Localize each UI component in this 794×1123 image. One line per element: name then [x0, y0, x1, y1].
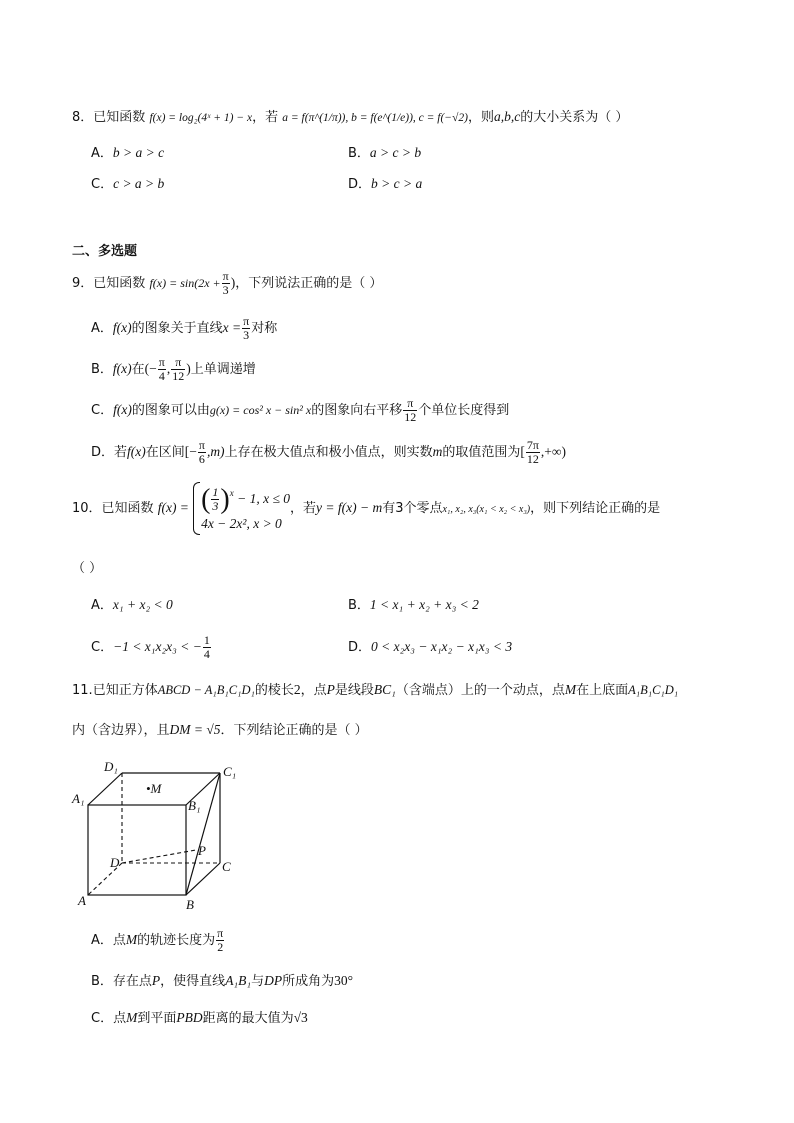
q9-option-b-label: B．: [91, 362, 113, 377]
q10-third-den: 3: [212, 499, 219, 514]
q11-option-a-frac: [216, 927, 224, 954]
q11-option-c[interactable]: [91, 1009, 308, 1028]
q10-exp: x: [229, 488, 234, 498]
q11-option-c-label: C．点: [91, 1011, 127, 1026]
q9-option-d-m: ,m): [206, 444, 225, 459]
q8-option-b[interactable]: [348, 144, 421, 163]
q11-text-b: 的棱长: [254, 683, 294, 698]
q11-text-e: （含端点）上的一个动点，点: [395, 683, 565, 698]
q8-option-c-label: C．: [91, 177, 114, 192]
label-d: D: [110, 855, 120, 870]
q11-text-f: 在上底面: [576, 683, 629, 698]
q9-option-d-text1: 在区间: [145, 445, 185, 460]
label-b: B: [186, 897, 194, 912]
q11-text-a: 已知正方体: [92, 683, 158, 698]
q8-option-d-label: D．: [348, 177, 372, 192]
q10-option-b-label: B．: [348, 598, 370, 613]
q11-option-c-text1: 到平面: [137, 1011, 177, 1026]
q11-option-c-pbd: PBD: [176, 1010, 203, 1025]
q10-option-b-text: 1 < x₁ + x₂ + x₃ < 2: [369, 597, 479, 612]
q10-c-num: 1: [203, 633, 210, 647]
q9-option-b-text2: 上单调递增: [190, 362, 256, 377]
q11-bc1: BC₁: [373, 682, 396, 697]
q10-piecewise: [193, 482, 290, 535]
q9-option-c-frac: [403, 397, 417, 424]
q9-option-d-open: [−: [184, 444, 197, 459]
q11-cube: ABCD − A₁B₁C₁D₁: [157, 683, 255, 697]
label-d1: D₁: [104, 759, 118, 774]
section-title: 二、多选题: [72, 244, 138, 259]
q9-text-a: 已知函数: [93, 276, 146, 291]
q11-option-b-text3: 所成角为: [282, 974, 335, 989]
q8-option-b-text: a > c > b: [369, 145, 422, 160]
q8-vars: a,b,c: [493, 109, 521, 124]
q11-option-b-text1: ，使得直线: [160, 974, 226, 989]
q9-option-c-text3: 个单位长度得到: [418, 403, 510, 418]
q11-text-g: 内（含边界），且: [72, 723, 170, 738]
q9-option-c-fx: f(x): [113, 402, 132, 417]
q9-option-d-frac1: [198, 439, 206, 466]
q9-option-c-text1: 的图象可以由: [131, 403, 210, 418]
q10-third-num: 1: [212, 485, 219, 500]
q9-c-den: 12: [404, 410, 417, 424]
q10-piece-2: 4x − 2x², x > 0: [201, 516, 282, 532]
q11-dm: DM = √5: [169, 722, 221, 737]
q10-option-b[interactable]: [348, 596, 479, 615]
q11-top-face: A₁B₁C₁D₁: [628, 683, 679, 697]
q10-text-b: ，若: [289, 501, 316, 517]
q9-d-den1: 6: [198, 452, 205, 466]
q9-option-c-g: g(x) = cos² x − sin² x: [209, 403, 312, 417]
q11-option-a[interactable]: [91, 926, 225, 955]
q11-len: 2: [293, 682, 301, 697]
q10-piece-1-rest: − 1, x ≤ 0: [237, 491, 290, 506]
q8-text-c: ，则: [467, 110, 494, 125]
q11-option-a-text: 的轨迹长度为: [137, 933, 216, 948]
label-c1: C₁: [223, 764, 237, 779]
q10-option-a-label: A．: [91, 598, 113, 613]
q9-d-num1: π: [198, 438, 205, 452]
q9-frac-den: 3: [222, 283, 229, 297]
q9-option-b-open: (−: [144, 361, 157, 376]
q9-option-a-x: x =: [222, 320, 242, 335]
q9-d-den2: 12: [526, 452, 539, 466]
q8-text-d: 的大小关系为（ ）: [520, 110, 629, 125]
q9-pi-over-3: [222, 270, 230, 297]
edge-bc: [186, 863, 220, 895]
q9-d-num2: 7π: [526, 438, 539, 452]
q9-option-d-frac2: [526, 439, 540, 466]
q8-function: f(x) = log₂(4ˣ + 1) − x: [149, 112, 253, 124]
q9-b-num1: π: [158, 355, 165, 369]
label-c: C: [222, 859, 231, 874]
q9-option-b-frac1: [158, 356, 166, 383]
q9-a-den: 3: [243, 328, 250, 342]
q10-text-d: ，则下列结论正确的是: [530, 501, 661, 517]
q11-p: P: [326, 682, 335, 697]
q9-function: f(x) = sin(2x +: [149, 276, 221, 290]
q11-stem-line2: [72, 721, 368, 740]
q11-text-c: ，点: [300, 683, 327, 698]
q9-option-d-text3: 的取值范围为: [442, 445, 521, 460]
segment-bc1: [186, 773, 220, 895]
q9-option-d-label: D．若: [91, 445, 128, 460]
label-m: •M: [146, 781, 162, 796]
q9-c-num: π: [403, 397, 417, 411]
q9-option-d-rb: ,+∞): [540, 444, 567, 459]
q11-option-c-text2: 距离的最大值为: [202, 1011, 294, 1026]
q11-option-a-label: A．点: [91, 933, 126, 948]
q8-text-b: ，若: [252, 110, 279, 125]
q11-text-h: ．下列结论正确的是（ ）: [220, 723, 368, 738]
q11-text-d: 是线段: [334, 683, 374, 698]
q9-option-d-text2: 上存在极大值点和极小值点，则实数: [224, 445, 433, 460]
q10-option-d[interactable]: [348, 638, 512, 657]
q10-option-c-text: −1 < x₁x₂x₃ < −: [113, 639, 202, 654]
q8-option-a[interactable]: [91, 144, 164, 163]
q9-frac-num: π: [222, 269, 229, 283]
q10-text-a: 已知函数: [101, 501, 154, 517]
q11-stem-line1: [72, 681, 678, 700]
q9-stem: [72, 270, 382, 297]
label-p: P: [198, 843, 206, 858]
q8-option-c-text: c > a > b: [113, 176, 165, 191]
q9-b-num2: π: [171, 356, 185, 370]
q11-option-a-m: M: [125, 932, 138, 947]
q10-stem: [72, 482, 660, 535]
q9-option-c[interactable]: [91, 396, 509, 425]
q10-option-d-label: D．: [348, 640, 372, 655]
label-a: A: [78, 893, 86, 908]
q9-option-d-mvar: m: [432, 444, 443, 459]
label-a1: A₁: [72, 791, 85, 806]
q9-option-b-fx: f(x): [112, 361, 132, 376]
q8-option-d[interactable]: [348, 175, 422, 194]
q10-option-d-text: 0 < x₂x₃ − x₁x₂ − x₁x₃ < 3: [371, 639, 513, 654]
q9-function-close: ): [230, 275, 236, 290]
q9-option-a-fx: f(x): [112, 320, 132, 335]
q11-option-b[interactable]: [91, 972, 353, 991]
q10-text-c: 有3个零点: [382, 501, 443, 517]
q9-b-den1: 4: [158, 369, 165, 383]
q11-option-b-dp: DP: [264, 973, 283, 988]
label-b1: B₁: [188, 798, 201, 813]
q10-c-den: 4: [203, 647, 210, 661]
face-front: [88, 805, 186, 895]
q9-option-c-text2: 的图象向右平移: [311, 403, 403, 418]
q10-zeros: x₁, x₂, x₃(x₁ < x₂ < x₃): [442, 504, 531, 516]
q8-stem: [72, 108, 628, 127]
q11-option-b-text2: 与: [251, 974, 265, 989]
q9-option-d-fx: f(x): [127, 444, 146, 459]
q10-option-c-frac: [203, 634, 211, 661]
q8-option-d-text: b > c > a: [371, 176, 423, 191]
q11-option-c-value: √3: [293, 1010, 308, 1025]
q9-option-a-label: A．: [91, 321, 113, 336]
q11-option-b-p: P: [151, 973, 161, 988]
q10-answer-paren: （ ）: [72, 561, 103, 576]
q9-option-a-frac: [242, 315, 250, 342]
q9-option-d-lb: [: [520, 444, 525, 459]
q9-text-b: ，下列说法正确的是（ ）: [235, 276, 383, 291]
q9-option-c-label: C．: [91, 403, 114, 418]
q10-option-c[interactable]: [91, 632, 212, 663]
q9-option-d[interactable]: [91, 438, 566, 467]
q11-option-b-label: B．存在点: [91, 974, 152, 989]
q9-option-b-frac2: [171, 356, 185, 383]
q9-option-b-text1: 在: [131, 362, 145, 377]
q10-one-third: [211, 486, 219, 513]
q9-a-num: π: [243, 314, 250, 328]
q9-option-b[interactable]: [91, 355, 256, 384]
q9-option-a-text1: 的图象关于直线: [131, 321, 223, 336]
segment-dp: [122, 850, 196, 863]
q11-m: M: [564, 682, 577, 697]
q9-b-den2: 12: [172, 369, 185, 383]
q10-y-expr: y = f(x) − m: [316, 500, 383, 516]
q8-option-c[interactable]: [91, 175, 164, 194]
q9-number: 9．: [72, 276, 94, 291]
q8-number: 8．: [72, 110, 94, 125]
q9-option-b-comma: ,: [166, 361, 171, 376]
cube-figure: [70, 758, 250, 913]
q8-text-a: 已知函数: [93, 110, 146, 125]
q9-option-a[interactable]: [91, 314, 277, 343]
q10-fx: f(x) =: [157, 500, 189, 516]
q8-abc-definitions: a = f(π^(1/π)), b = f(e^(1/e)), c = f(−√2): [282, 112, 468, 124]
q11-option-c-m: M: [126, 1010, 138, 1025]
q10-option-a-text: x₁ + x₂ < 0: [112, 597, 173, 612]
q8-option-b-label: B．: [348, 146, 370, 161]
q11-a-num: π: [217, 926, 224, 940]
q10-piece-1: ( $\frac{1}{3}$ )$^x$ − 1, x ≤ 0: [201, 483, 290, 515]
edge-a1d1: [88, 773, 122, 805]
q11-option-b-deg: 30°: [334, 973, 354, 988]
q10-brace: [193, 482, 200, 535]
q8-option-a-text: b > a > c: [112, 145, 165, 160]
q10-option-a[interactable]: [91, 596, 173, 615]
q9-option-a-text2: 对称: [251, 321, 278, 336]
q11-a-den: 2: [217, 940, 224, 954]
q10-number: 10．: [72, 501, 102, 517]
q9-option-b-close: ): [186, 361, 191, 376]
q10-option-c-label: C．: [91, 640, 114, 655]
q11-option-b-a1b1: A₁B₁: [225, 973, 252, 988]
q11-number: 11.: [72, 683, 93, 698]
q8-option-a-label: A．: [91, 146, 113, 161]
